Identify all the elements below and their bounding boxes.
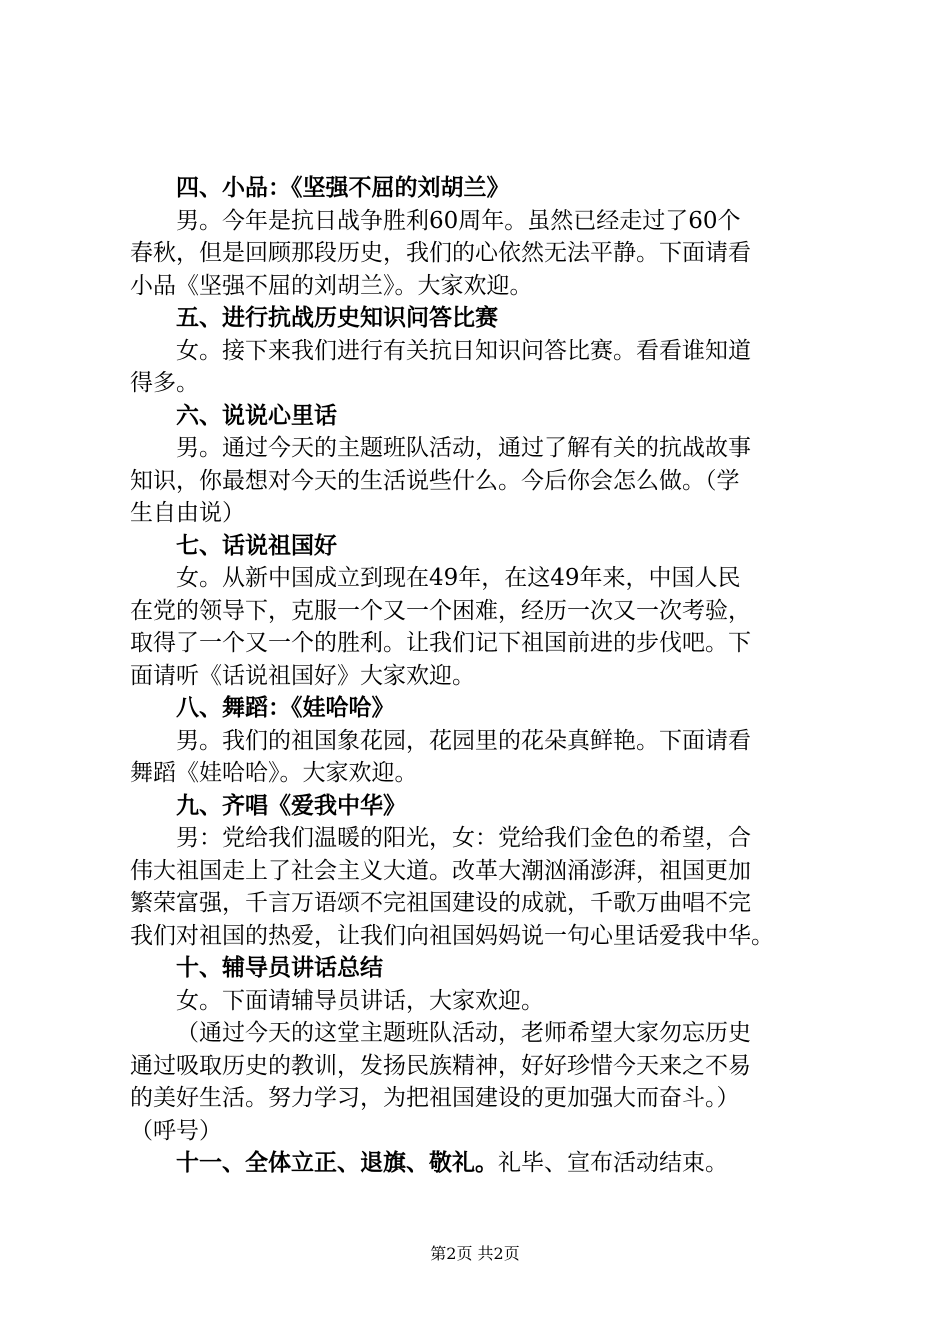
section-heading: 八、舞蹈：《娃哈哈》 — [176, 695, 395, 721]
paragraph-line: 男。今年是抗日战争胜利60周年。虽然已经走过了60个 — [176, 207, 741, 234]
section-heading: 九、齐唱《爱我中华》 — [176, 792, 406, 819]
paragraph-line: （呼号） — [130, 1117, 222, 1144]
page-footer: 第2页 共2页 — [430, 1244, 520, 1263]
paragraph-line: 男：党给我们温暖的阳光，女：党给我们金色的希望，合 — [176, 825, 751, 851]
text-lines — [130, 172, 830, 1147]
paragraph-line: 女。从新中国成立到现在49年，在这49年来，中国人民 — [176, 565, 741, 591]
paragraph-line: 舞蹈《娃哈哈》。大家欢迎。 — [130, 760, 418, 786]
section-heading: 六、说说心里话 — [176, 402, 337, 429]
paragraph-line: 通过吸取历史的教训，发扬民族精神，好好珍惜今天来之不易 — [130, 1052, 751, 1079]
paragraph-line: 女。下面请辅导员讲话，大家欢迎。 — [176, 987, 544, 1014]
paragraph-line: 繁荣富强，千言万语颂不完祖国建设的成就，千歌万曲唱不完 — [130, 890, 751, 916]
paragraph-line: 伟大祖国走上了社会主义大道。改革大潮汹涌澎湃，祖国更加 — [130, 857, 751, 884]
paragraph-line: 生自由说） — [130, 500, 245, 526]
section-heading: 四、小品：《坚强不屈的刘胡兰》 — [176, 175, 510, 201]
paragraph-line: 取得了一个又一个的胜利。让我们记下祖国前进的步伐吧。下 — [130, 630, 751, 656]
paragraph-line: 的美好生活。努力学习，为把祖国建设的更加强大而奋斗。） — [130, 1085, 740, 1111]
paragraph-line: （通过今天的这堂主题班队活动，老师希望大家勿忘历史 — [176, 1020, 751, 1046]
paragraph-line: 我们对祖国的热爱，让我们向祖国妈妈说一句心里话爱我中华。 — [130, 922, 774, 949]
paragraph-line: 面请听《话说祖国好》大家欢迎。 — [130, 662, 475, 689]
section-heading: 五、进行抗战历史知识问答比赛 — [176, 305, 498, 331]
section-heading: 十、辅导员讲话总结 — [176, 955, 383, 981]
paragraph-line: 春秋，但是回顾那段历史，我们的心依然无法平静。下面请看 — [130, 240, 751, 266]
closing-line — [130, 1147, 830, 1180]
document-body — [130, 172, 830, 1180]
paragraph-line: 女。接下来我们进行有关抗日知识问答比赛。看看谁知道 — [176, 337, 751, 364]
paragraph-line: 知识，你最想对今天的生活说些什么。今后你会怎么做。（学 — [130, 467, 740, 494]
paragraph-line: 在党的领导下，克服一个又一个困难，经历一次又一次考验， — [130, 597, 751, 624]
paragraph-line: 男。我们的祖国象花园，花园里的花朵真鲜艳。下面请看 — [176, 727, 751, 754]
closing-heading: 十一、全体立正、退旗、敬礼。 — [176, 1150, 498, 1176]
section-heading: 七、话说祖国好 — [176, 532, 337, 559]
paragraph-line: 得多。 — [130, 370, 199, 396]
paragraph-line: 男。通过今天的主题班队活动，通过了解有关的抗战故事 — [176, 435, 751, 461]
paragraph-line: 小品《坚强不屈的刘胡兰》。大家欢迎。 — [130, 272, 533, 299]
closing-text: 礼毕、宣布活动结束。 — [498, 1150, 728, 1176]
